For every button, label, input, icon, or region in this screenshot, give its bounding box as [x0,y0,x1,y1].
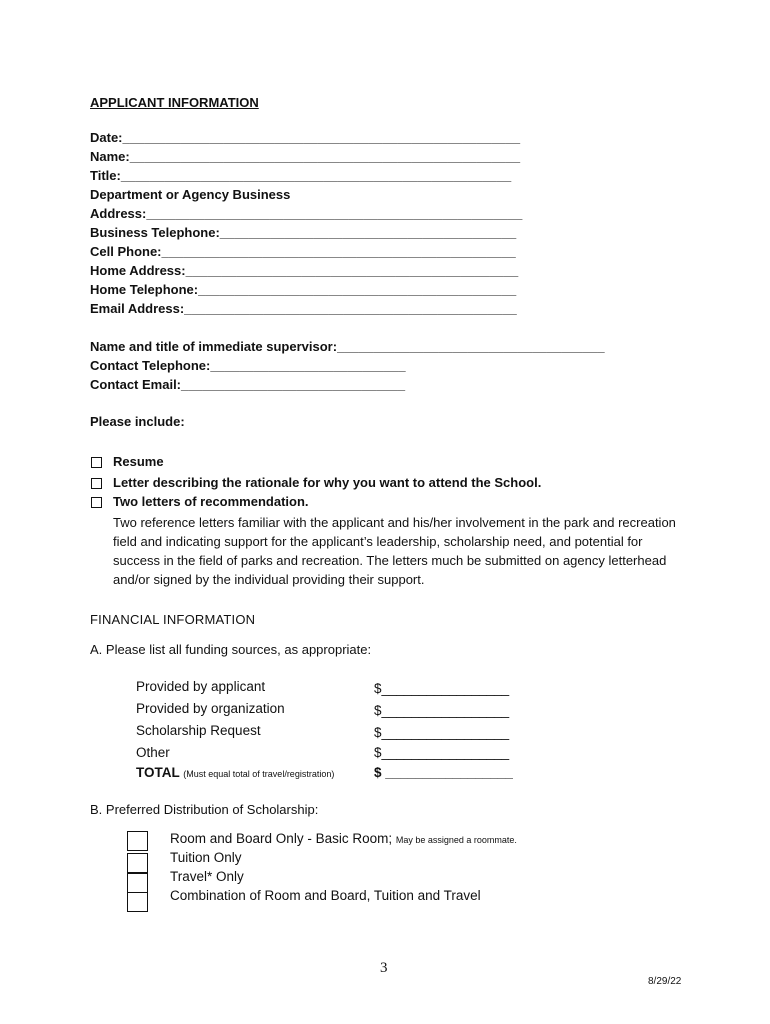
tuition-label: Tuition Only [170,850,242,865]
travel-checkbox[interactable] [127,873,148,893]
email-address-field[interactable]: Email Address:______________________________________________ [90,301,517,316]
tuition-checkbox[interactable] [127,853,148,873]
recommendation-label: Two letters of recommendation. [113,494,309,509]
department-label: Department or Agency Business [90,187,291,202]
footer-date: 8/29/22 [648,976,682,987]
combination-checkbox[interactable] [127,892,148,912]
supervisor-field[interactable]: Name and title of immediate supervisor:_____________________________________ [90,339,605,354]
financial-info-title: FINANCIAL INFORMATION [90,612,256,627]
home-address-field[interactable]: Home Address:______________________________________________ [90,263,519,278]
funding-label-organization: Provided by organization [136,701,285,716]
address-field[interactable]: Address:____________________________________________________ [90,206,523,221]
letter-checkbox[interactable] [91,478,102,489]
home-telephone-field[interactable]: Home Telephone:____________________________________________ [90,282,517,297]
contact-telephone-field[interactable]: Contact Telephone:___________________________ [90,358,406,373]
funding-amount-organization[interactable]: $_________________ [374,703,510,718]
page-number: 3 [380,960,388,976]
cell-phone-field[interactable]: Cell Phone:_________________________________________________ [90,244,516,259]
distribution-prompt: B. Preferred Distribution of Scholarship: [90,802,319,817]
room-board-checkbox[interactable] [127,831,148,851]
resume-label: Resume [113,454,164,469]
title-field[interactable]: Title:______________________________________________________ [90,168,512,183]
room-board-label [170,831,517,846]
business-telephone-field[interactable]: Business Telephone:_________________________________________ [90,225,517,240]
funding-label-scholarship: Scholarship Request [136,723,261,738]
please-include-heading: Please include: [90,414,185,429]
contact-email-field[interactable]: Contact Email:_______________________________ [90,377,406,392]
funding-amount-applicant[interactable]: $_________________ [374,681,510,696]
recommendation-description: Two reference letters familiar with the applicant and his/her involvement in the park and recreation field and indicating support for the applicant’s leadership, scholarship need, and potential for success in the field of parks and recreation. The letters much be submitted on agency letterhead and/or signed by the individual providing their support. [113,515,676,587]
room-board-text: Room and Board Only - Basic Room; [170,831,393,846]
applicant-info-title: APPLICANT INFORMATION [90,95,259,110]
name-field[interactable]: Name:______________________________________________________ [90,149,521,164]
resume-checkbox[interactable] [91,457,102,468]
travel-label: Travel* Only [170,869,244,884]
combination-label: Combination of Room and Board, Tuition and Travel [170,888,481,903]
date-field[interactable]: Date:_______________________________________________________ [90,130,521,145]
total-label [136,765,334,780]
total-amount[interactable]: $ _________________ [374,765,513,780]
funding-label-other: Other [136,745,170,760]
funding-amount-other[interactable]: $_________________ [374,745,510,760]
letter-label: Letter describing the rationale for why you want to attend the School. [113,475,542,490]
funding-amount-scholarship[interactable]: $_________________ [374,725,510,740]
funding-sources-prompt: A. Please list all funding sources, as appropriate: [90,642,372,657]
roommate-note: May be assigned a roommate. [395,835,517,845]
funding-label-applicant: Provided by applicant [136,679,266,694]
total-word: TOTAL [136,765,180,780]
total-note: (Must equal total of travel/registration) [183,769,335,779]
recommendation-checkbox[interactable] [91,497,102,508]
